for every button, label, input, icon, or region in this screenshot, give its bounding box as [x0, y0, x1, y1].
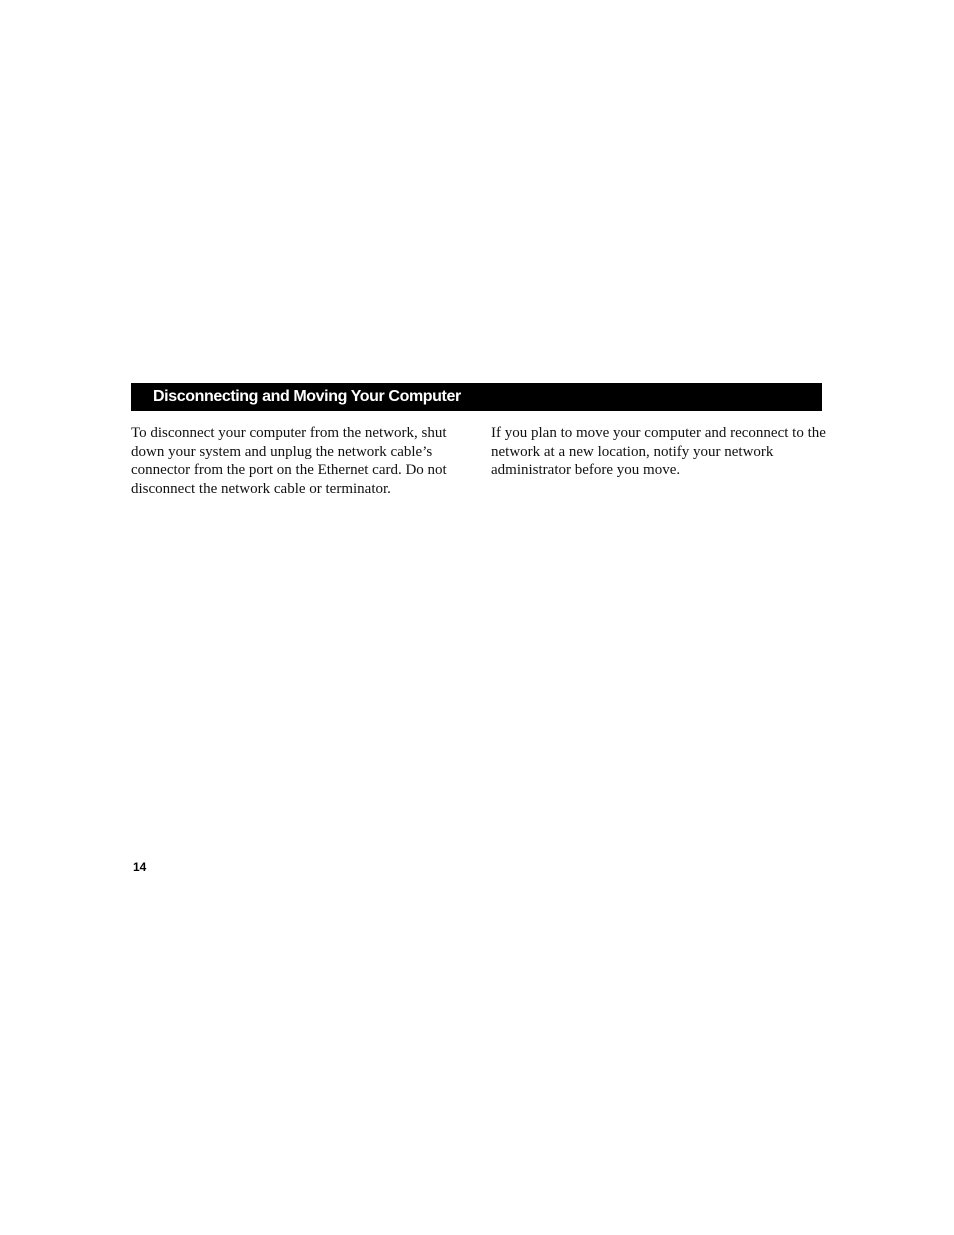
section-title: Disconnecting and Moving Your Computer — [153, 388, 461, 405]
body-paragraph-left: To disconnect your computer from the network, shut down your system and unplug the network cable’s connector from the port on the Ethernet card. Do not disconnect the network cable or terminator. — [131, 425, 447, 498]
body-paragraph-right: If you plan to move your computer and reconnect to the network at a new location, notify your network administrator before you move. — [491, 425, 826, 479]
section-header-bar — [131, 383, 822, 411]
page-number: 14 — [133, 860, 147, 874]
